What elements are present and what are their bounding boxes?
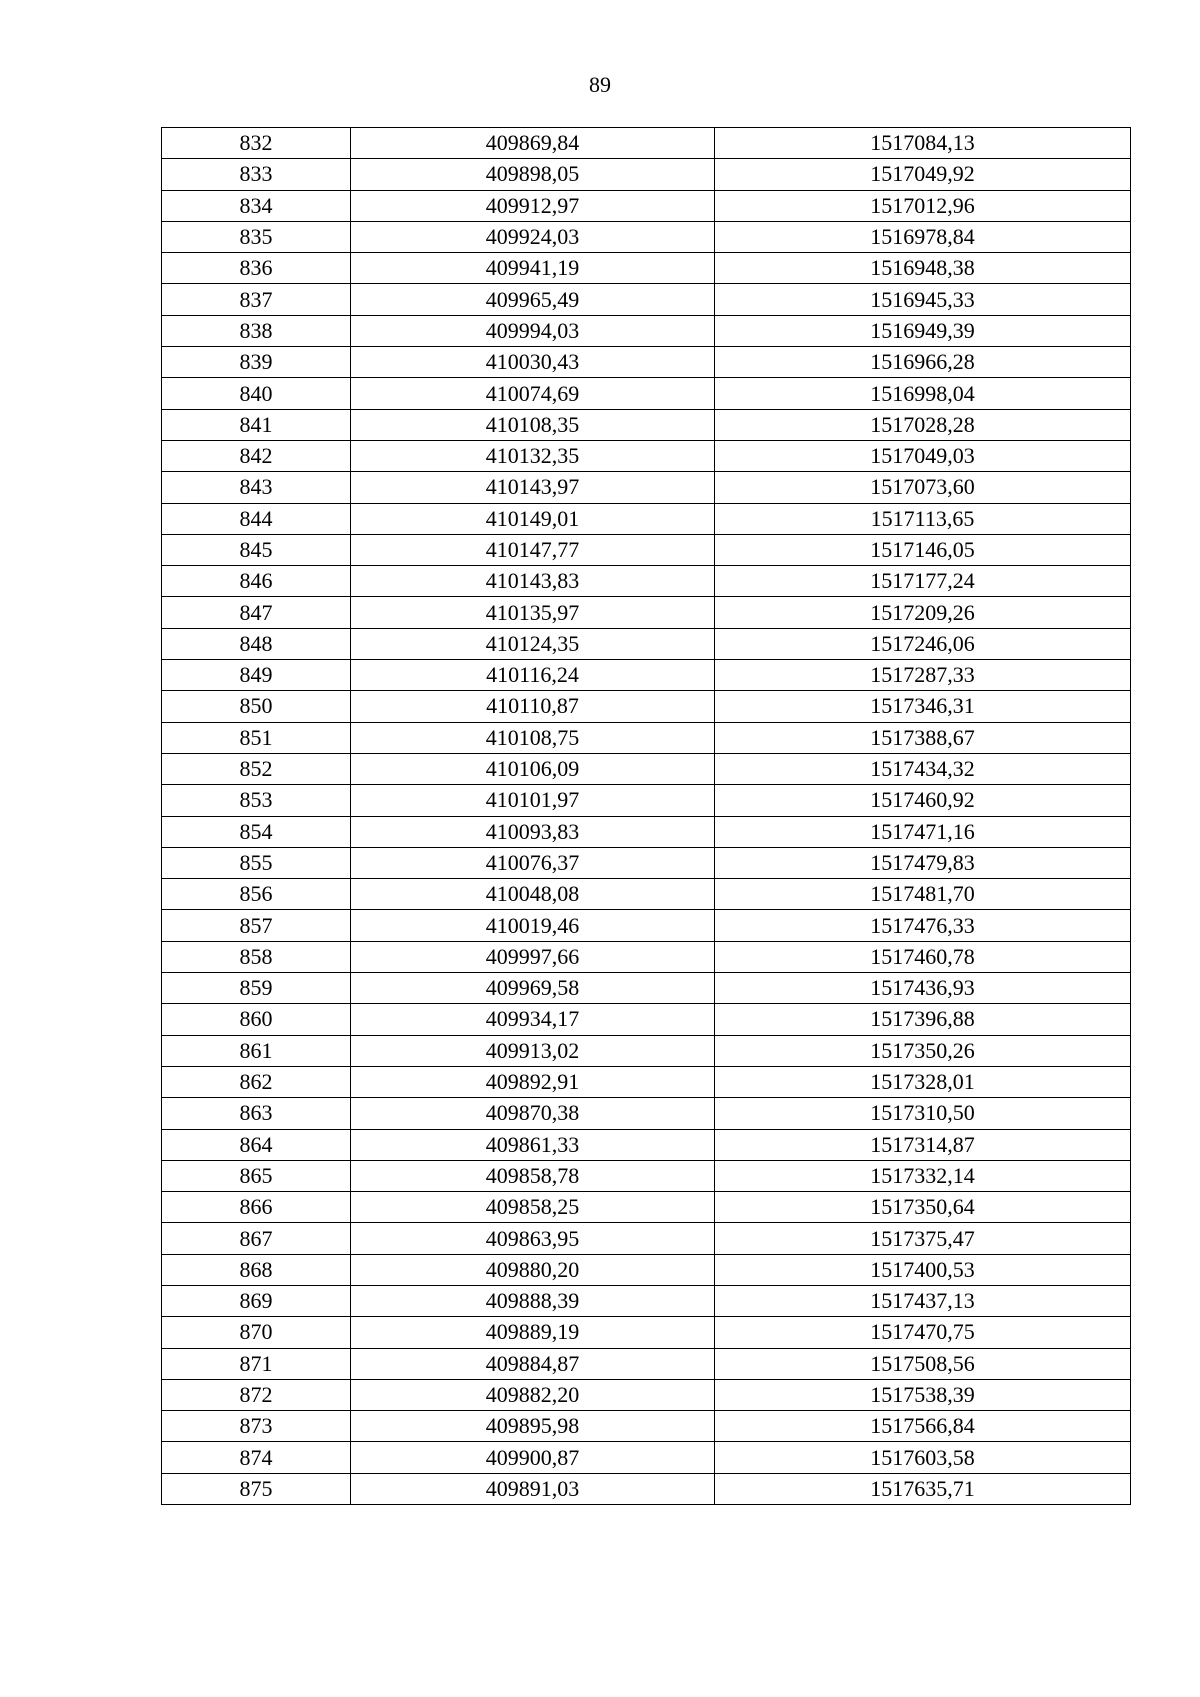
point-number-cell: 865 [162,1160,351,1191]
y-coordinate-cell: 1516948,38 [715,253,1131,284]
y-coordinate-cell: 1517084,13 [715,128,1131,159]
x-coordinate-cell: 409994,03 [351,315,715,346]
x-coordinate-cell: 410093,83 [351,816,715,847]
y-coordinate-cell: 1517350,26 [715,1035,1131,1066]
point-number-cell: 870 [162,1317,351,1348]
point-number-cell: 856 [162,879,351,910]
table-row [162,816,1131,847]
y-coordinate-cell: 1517332,14 [715,1160,1131,1191]
table-row [162,1254,1131,1285]
table-row [162,1223,1131,1254]
y-coordinate-cell: 1517012,96 [715,190,1131,221]
y-coordinate-cell: 1517508,56 [715,1348,1131,1379]
point-number-cell: 859 [162,973,351,1004]
table-row [162,1004,1131,1035]
point-number-cell: 855 [162,847,351,878]
x-coordinate-cell: 410108,35 [351,409,715,440]
point-number-cell: 867 [162,1223,351,1254]
table-row [162,440,1131,471]
point-number-cell: 845 [162,534,351,565]
point-number-cell: 843 [162,472,351,503]
x-coordinate-cell: 409941,19 [351,253,715,284]
point-number-cell: 854 [162,816,351,847]
point-number-cell: 851 [162,722,351,753]
table-row [162,1098,1131,1129]
x-coordinate-cell: 409869,84 [351,128,715,159]
x-coordinate-cell: 410106,09 [351,753,715,784]
point-number-cell: 852 [162,753,351,784]
table-row [162,1442,1131,1473]
x-coordinate-cell: 410030,43 [351,347,715,378]
table-row [162,1473,1131,1504]
point-number-cell: 868 [162,1254,351,1285]
x-coordinate-cell: 409895,98 [351,1411,715,1442]
y-coordinate-cell: 1517481,70 [715,879,1131,910]
table-row [162,1160,1131,1191]
y-coordinate-cell: 1516949,39 [715,315,1131,346]
table-row [162,284,1131,315]
x-coordinate-cell: 409858,78 [351,1160,715,1191]
table-row [162,472,1131,503]
table-row [162,628,1131,659]
y-coordinate-cell: 1517434,32 [715,753,1131,784]
point-number-cell: 837 [162,284,351,315]
y-coordinate-cell: 1517400,53 [715,1254,1131,1285]
x-coordinate-cell: 409884,87 [351,1348,715,1379]
point-number-cell: 875 [162,1473,351,1504]
y-coordinate-cell: 1517287,33 [715,660,1131,691]
table-row [162,1192,1131,1223]
table-row [162,1348,1131,1379]
y-coordinate-cell: 1517635,71 [715,1473,1131,1504]
point-number-cell: 833 [162,159,351,190]
x-coordinate-cell: 410116,24 [351,660,715,691]
table-row [162,785,1131,816]
y-coordinate-cell: 1517471,16 [715,816,1131,847]
table-row [162,253,1131,284]
point-number-cell: 861 [162,1035,351,1066]
table-row [162,753,1131,784]
x-coordinate-cell: 410132,35 [351,440,715,471]
y-coordinate-cell: 1517460,92 [715,785,1131,816]
y-coordinate-cell: 1516998,04 [715,378,1131,409]
table-row [162,1035,1131,1066]
x-coordinate-cell: 410135,97 [351,597,715,628]
y-coordinate-cell: 1517436,93 [715,973,1131,1004]
point-number-cell: 858 [162,941,351,972]
y-coordinate-cell: 1517049,03 [715,440,1131,471]
y-coordinate-cell: 1517460,78 [715,941,1131,972]
x-coordinate-cell: 410019,46 [351,910,715,941]
table-row [162,159,1131,190]
table-row [162,691,1131,722]
point-number-cell: 838 [162,315,351,346]
point-number-cell: 840 [162,378,351,409]
point-number-cell: 862 [162,1066,351,1097]
point-number-cell: 871 [162,1348,351,1379]
point-number-cell: 853 [162,785,351,816]
table-row [162,534,1131,565]
table-row [162,847,1131,878]
y-coordinate-cell: 1517350,64 [715,1192,1131,1223]
x-coordinate-cell: 409913,02 [351,1035,715,1066]
y-coordinate-cell: 1517146,05 [715,534,1131,565]
y-coordinate-cell: 1517470,75 [715,1317,1131,1348]
y-coordinate-cell: 1517476,33 [715,910,1131,941]
point-number-cell: 850 [162,691,351,722]
table-row [162,1411,1131,1442]
x-coordinate-cell: 409880,20 [351,1254,715,1285]
y-coordinate-cell: 1517209,26 [715,597,1131,628]
point-number-cell: 839 [162,347,351,378]
y-coordinate-cell: 1517028,28 [715,409,1131,440]
point-number-cell: 872 [162,1379,351,1410]
point-number-cell: 869 [162,1285,351,1316]
x-coordinate-cell: 410143,97 [351,472,715,503]
point-number-cell: 849 [162,660,351,691]
x-coordinate-cell: 409891,03 [351,1473,715,1504]
y-coordinate-cell: 1517437,13 [715,1285,1131,1316]
table-row [162,973,1131,1004]
x-coordinate-cell: 410149,01 [351,503,715,534]
x-coordinate-cell: 409965,49 [351,284,715,315]
x-coordinate-cell: 409934,17 [351,1004,715,1035]
point-number-cell: 864 [162,1129,351,1160]
coordinates-table [161,127,1131,1505]
x-coordinate-cell: 410108,75 [351,722,715,753]
y-coordinate-cell: 1517396,88 [715,1004,1131,1035]
x-coordinate-cell: 409892,91 [351,1066,715,1097]
table-row [162,409,1131,440]
y-coordinate-cell: 1517388,67 [715,722,1131,753]
point-number-cell: 874 [162,1442,351,1473]
y-coordinate-cell: 1516945,33 [715,284,1131,315]
point-number-cell: 842 [162,440,351,471]
table-row [162,347,1131,378]
x-coordinate-cell: 409863,95 [351,1223,715,1254]
x-coordinate-cell: 409861,33 [351,1129,715,1160]
x-coordinate-cell: 409882,20 [351,1379,715,1410]
point-number-cell: 860 [162,1004,351,1035]
x-coordinate-cell: 409870,38 [351,1098,715,1129]
x-coordinate-cell: 409888,39 [351,1285,715,1316]
y-coordinate-cell: 1517375,47 [715,1223,1131,1254]
x-coordinate-cell: 410124,35 [351,628,715,659]
table-row [162,378,1131,409]
point-number-cell: 848 [162,628,351,659]
point-number-cell: 863 [162,1098,351,1129]
point-number-cell: 873 [162,1411,351,1442]
y-coordinate-cell: 1517049,92 [715,159,1131,190]
table-row [162,1379,1131,1410]
point-number-cell: 847 [162,597,351,628]
table-row [162,722,1131,753]
x-coordinate-cell: 409900,87 [351,1442,715,1473]
table-row [162,941,1131,972]
x-coordinate-cell: 409969,58 [351,973,715,1004]
y-coordinate-cell: 1517246,06 [715,628,1131,659]
x-coordinate-cell: 409997,66 [351,941,715,972]
table-row [162,597,1131,628]
y-coordinate-cell: 1517538,39 [715,1379,1131,1410]
x-coordinate-cell: 410147,77 [351,534,715,565]
x-coordinate-cell: 409889,19 [351,1317,715,1348]
table-row [162,503,1131,534]
x-coordinate-cell: 410076,37 [351,847,715,878]
point-number-cell: 835 [162,221,351,252]
y-coordinate-cell: 1517328,01 [715,1066,1131,1097]
y-coordinate-cell: 1517177,24 [715,566,1131,597]
point-number-cell: 841 [162,409,351,440]
point-number-cell: 846 [162,566,351,597]
point-number-cell: 866 [162,1192,351,1223]
point-number-cell: 834 [162,190,351,221]
y-coordinate-cell: 1517310,50 [715,1098,1131,1129]
x-coordinate-cell: 409858,25 [351,1192,715,1223]
point-number-cell: 836 [162,253,351,284]
y-coordinate-cell: 1517479,83 [715,847,1131,878]
point-number-cell: 857 [162,910,351,941]
x-coordinate-cell: 410048,08 [351,879,715,910]
table-row [162,1129,1131,1160]
y-coordinate-cell: 1516966,28 [715,347,1131,378]
x-coordinate-cell: 409912,97 [351,190,715,221]
x-coordinate-cell: 410101,97 [351,785,715,816]
table-row [162,128,1131,159]
y-coordinate-cell: 1517603,58 [715,1442,1131,1473]
x-coordinate-cell: 410110,87 [351,691,715,722]
table-row [162,221,1131,252]
x-coordinate-cell: 409924,03 [351,221,715,252]
y-coordinate-cell: 1517314,87 [715,1129,1131,1160]
point-number-cell: 832 [162,128,351,159]
table-row [162,315,1131,346]
y-coordinate-cell: 1517073,60 [715,472,1131,503]
table-row [162,1066,1131,1097]
y-coordinate-cell: 1516978,84 [715,221,1131,252]
y-coordinate-cell: 1517566,84 [715,1411,1131,1442]
x-coordinate-cell: 410143,83 [351,566,715,597]
coordinates-table-body [162,128,1131,1505]
table-row [162,190,1131,221]
table-row [162,660,1131,691]
x-coordinate-cell: 410074,69 [351,378,715,409]
page-number: 89 [589,72,611,97]
table-row [162,910,1131,941]
table-row [162,566,1131,597]
table-row [162,1317,1131,1348]
table-row [162,1285,1131,1316]
x-coordinate-cell: 409898,05 [351,159,715,190]
point-number-cell: 844 [162,503,351,534]
table-row [162,879,1131,910]
y-coordinate-cell: 1517113,65 [715,503,1131,534]
y-coordinate-cell: 1517346,31 [715,691,1131,722]
